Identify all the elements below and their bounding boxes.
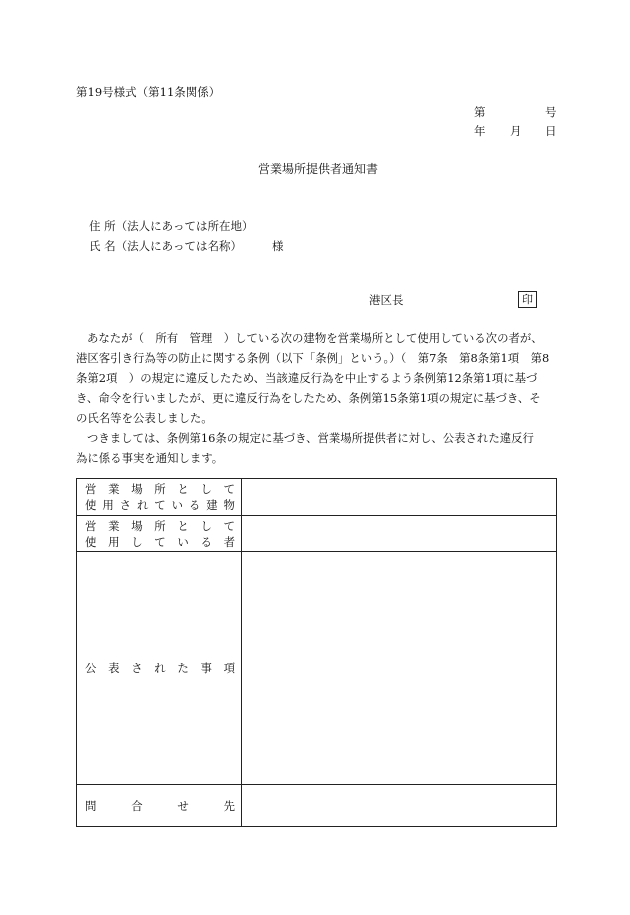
doc-number-dai: 第 <box>474 105 486 119</box>
label-building <box>77 479 242 516</box>
label-line: 使 用 し て い る 者 <box>85 534 235 549</box>
label-line: 営 業 場 所 と し て <box>85 482 235 496</box>
issuer-title: 港区長 <box>369 293 404 307</box>
body-line: つきましては、条例第16条の規定に基づき、営業場所提供者に対し、公表された違反行 <box>87 431 534 445</box>
doc-number-go: 号 <box>545 105 557 119</box>
body-line: 港区客引き行為等の防止に関する条例（以下「条例」という。）（ 第7条 第8条第1項 第8 <box>76 351 550 365</box>
recipient-name-label: 氏 名（法人にあっては名称） <box>89 239 243 253</box>
recipient-address-label: 住 所（法人にあっては所在地） <box>89 219 254 233</box>
table-row-building <box>77 479 557 516</box>
body-line: 為に係る事実を通知します。 <box>76 451 224 465</box>
table-row-contact <box>77 785 557 827</box>
value-user[interactable] <box>242 516 557 552</box>
document-title: 営業場所提供者通知書 <box>258 162 379 176</box>
label-line: 営 業 場 所 と し て <box>85 518 235 533</box>
date-day: 日 <box>545 124 557 138</box>
value-contact[interactable] <box>242 785 557 827</box>
table-row-published <box>77 552 557 785</box>
form-number: 第19号様式（第11条関係） <box>76 85 221 99</box>
body-paragraph-2 <box>76 428 556 468</box>
body-line: き、命令を行いましたが、更に違反行為をしたため、条例第15条第1項の規定に基づき、そ <box>76 391 541 405</box>
label-line: 問 合 せ 先 <box>85 798 235 813</box>
recipient-honorific: 様 <box>272 239 284 253</box>
label-line: 使 用 さ れ て い る 建 物 <box>85 498 235 512</box>
value-building[interactable] <box>242 479 557 516</box>
body-line: あなたが（ 所有 管理 ）している次の建物を営業場所として使用している次の者が、 <box>87 331 543 345</box>
date-year: 年 <box>474 124 486 138</box>
notice-table <box>76 478 557 827</box>
date-month: 月 <box>510 124 522 138</box>
value-published[interactable] <box>242 552 557 785</box>
body-line: 条第2項 ）の規定に違反したため、当該違反行為を中止するよう条例第12条第1項に基づ <box>76 371 538 385</box>
label-contact <box>77 785 242 827</box>
body-paragraph-1 <box>76 328 556 428</box>
label-published <box>77 552 242 785</box>
seal-stamp: 印 <box>518 291 537 308</box>
body-line: の氏名等を公表しました。 <box>76 411 213 425</box>
label-user <box>77 516 242 552</box>
table-row-user <box>77 516 557 552</box>
label-line: 公 表 さ れ た 事 項 <box>85 661 235 675</box>
